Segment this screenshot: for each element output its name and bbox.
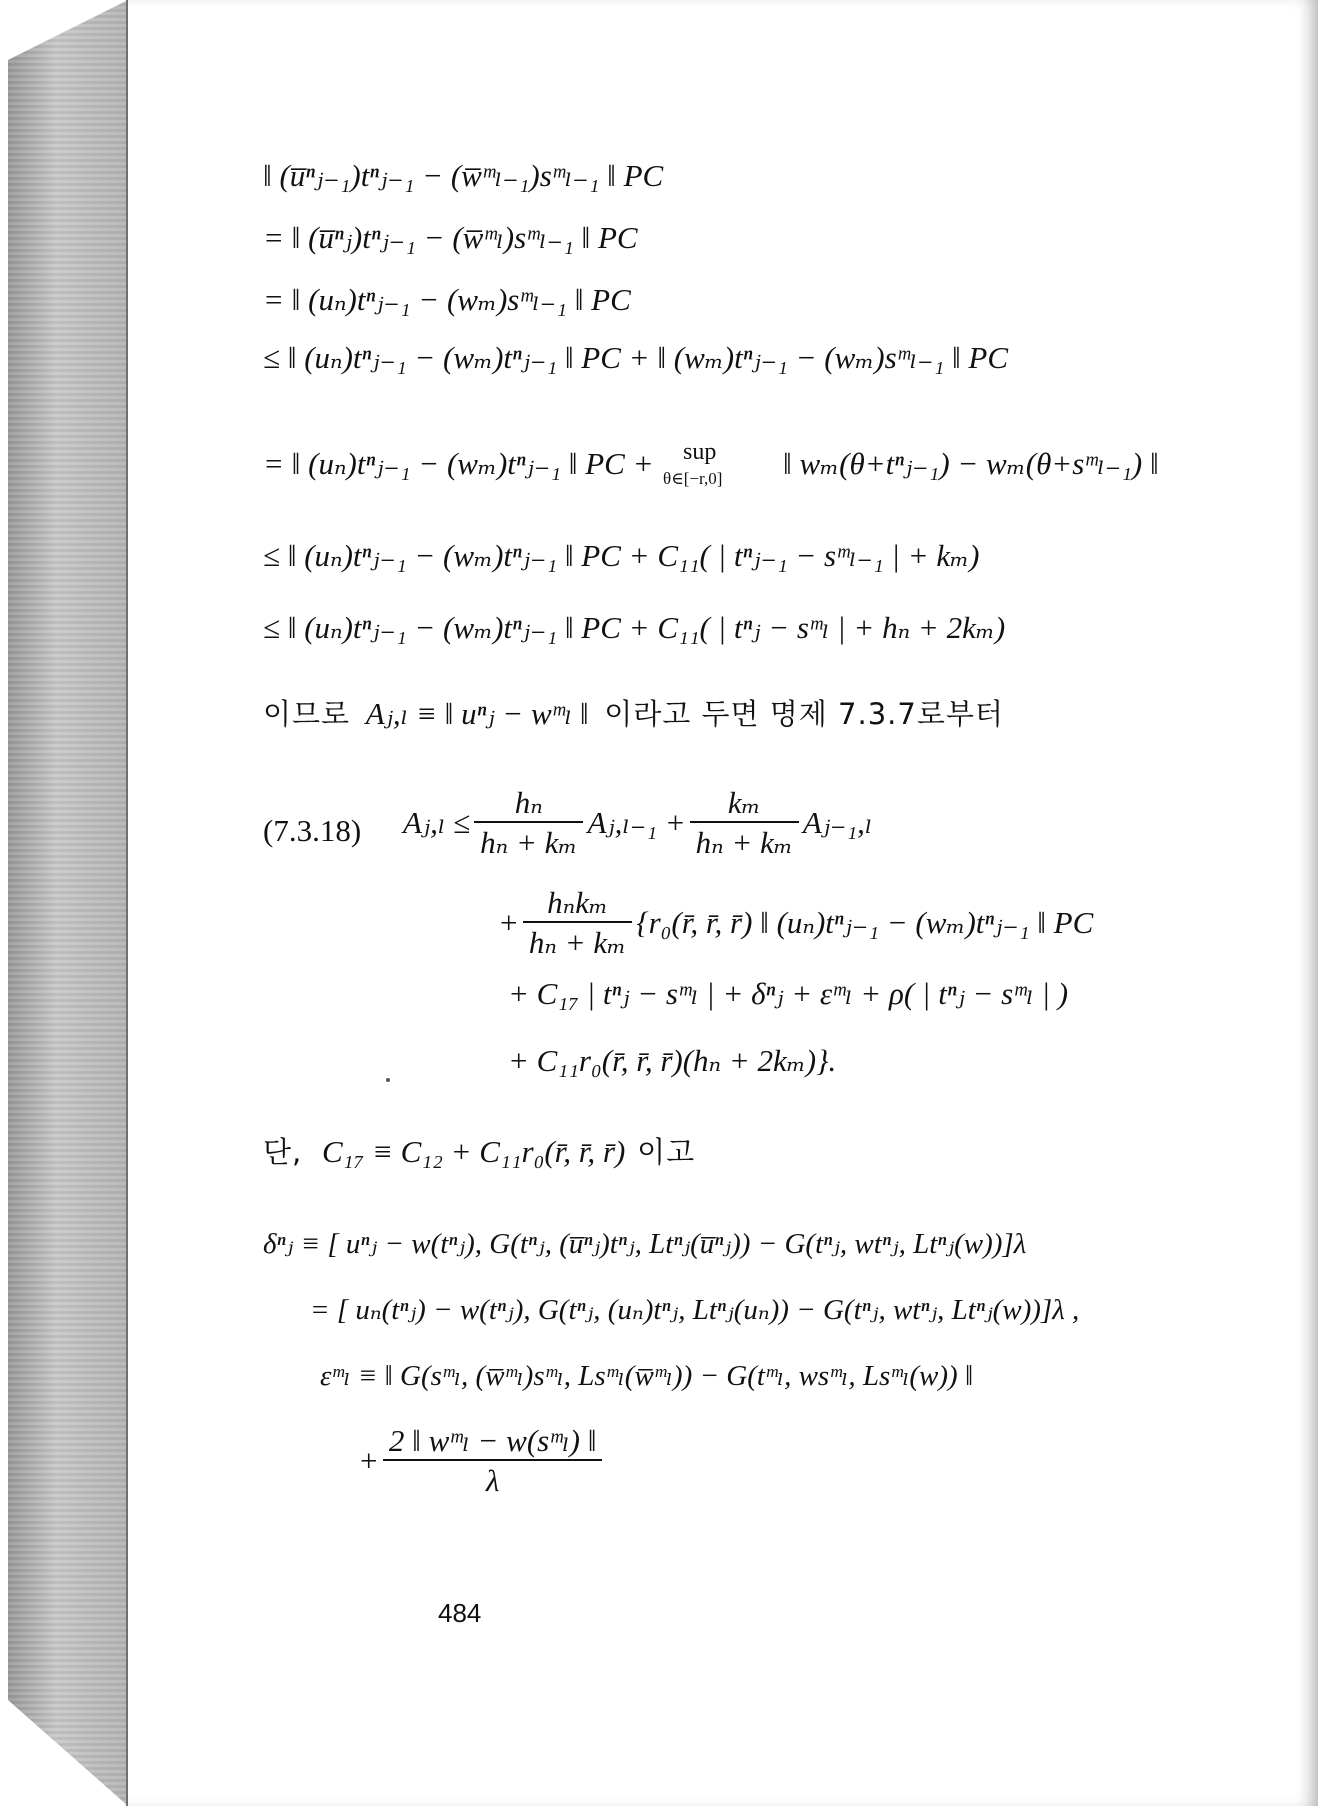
fraction-denominator: λ (485, 1462, 500, 1498)
korean-sentence-2 (263, 1136, 695, 1167)
equation-7-3-18-row-1 (403, 782, 872, 862)
korean-text: 이므로 (263, 697, 351, 731)
korean-text: 이라고 두면 명제 7.3.7로부터 (604, 697, 1004, 731)
fraction-4 (383, 1422, 603, 1498)
fraction-numerator: hₙkₘ (523, 887, 632, 923)
equation-line-1: ‖ (u̅ⁿⱼ₋₁)tⁿⱼ₋₁ − (w̅ᵐₗ₋₁)sᵐₗ₋₁ ‖ PC (263, 158, 664, 193)
print-speck (386, 1078, 390, 1082)
equation-7-3-18-row-4: + C₁₁r₀(r̄, r̄, r̄)(hₙ + 2kₘ)}. (508, 1043, 837, 1078)
epsilon-definition-cont (358, 1420, 606, 1500)
book-page (126, 0, 1318, 1806)
equation-line-2: = ‖ (u̅ⁿⱼ)tⁿⱼ₋₁ − (w̅ᵐₗ)sᵐₗ₋₁ ‖ PC (263, 220, 638, 255)
eq-lhs: Aⱼ,ₗ ≤ (403, 804, 471, 840)
equation-line-5a: = ‖ (uₙ)tⁿⱼ₋₁ − (wₘ)tⁿⱼ₋₁ ‖ PC + (263, 446, 654, 481)
fraction-2 (690, 784, 799, 860)
equation-7-3-18-row-2 (498, 882, 1093, 962)
inline-math: C₁₇ ≡ C₁₂ + C₁₁r₀(r̄, r̄, r̄) (321, 1134, 626, 1169)
korean-text: 이고 (637, 1135, 696, 1169)
eq-term: Aⱼ₋₁,ₗ (802, 804, 873, 840)
fraction-denominator: hₙ + kₘ (528, 924, 627, 960)
equation-line-3: = ‖ (uₙ)tⁿⱼ₋₁ − (wₘ)sᵐₗ₋₁ ‖ PC (263, 282, 631, 317)
eq-term: {r₀(r̄, r̄, r̄) ‖ (uₙ)tⁿⱼ₋₁ − (wₘ)tⁿⱼ₋₁ ‖ PC (636, 904, 1094, 940)
delta-definition-cont: = [ uₙ(tⁿⱼ) − w(tⁿⱼ), G(tⁿⱼ, (uₙ)tⁿⱼ, Ltⁿⱼ(uₙ)) − G(tⁿⱼ, wtⁿⱼ, Ltⁿⱼ(w))]λ , (310, 1294, 1080, 1326)
sup-subscript: θ∈[−r,0] (663, 469, 723, 488)
plus-sign: + (358, 1442, 379, 1478)
fraction-numerator: 2 ‖ wᵐₗ − w(sᵐₗ) ‖ (383, 1425, 603, 1461)
equation-7-3-18-row-3: + C₁₇ | tⁿⱼ − sᵐₗ | + δⁿⱼ + εᵐₗ + ρ( | tⁿⱼ − sᵐₗ | ) (508, 976, 1069, 1011)
fraction-numerator: hₙ (474, 787, 583, 823)
eq-term: Aⱼ,ₗ₋₁ + (587, 804, 686, 840)
korean-sentence-1 (263, 698, 1004, 729)
fraction-1 (474, 784, 583, 860)
page-number: 484 (438, 1598, 482, 1628)
plus-sign: + (498, 904, 519, 940)
equation-line-7: ≤ ‖ (uₙ)tⁿⱼ₋₁ − (wₘ)tⁿⱼ₋₁ ‖ PC + C₁₁( | tⁿⱼ − sᵐₗ | + hₙ + 2kₘ) (263, 610, 1006, 645)
equation-line-6: ≤ ‖ (uₙ)tⁿⱼ₋₁ − (wₘ)tⁿⱼ₋₁ ‖ PC + C₁₁( | tⁿⱼ₋₁ − sᵐₗ₋₁ | + kₘ) (263, 538, 980, 573)
equation-line-4: ≤ ‖ (uₙ)tⁿⱼ₋₁ − (wₘ)tⁿⱼ₋₁ ‖ PC + ‖ (wₘ)tⁿⱼ₋₁ − (wₘ)sᵐₗ₋₁ ‖ PC (263, 340, 1009, 375)
equation-label: (7.3.18) (263, 813, 362, 848)
delta-definition: δⁿⱼ ≡ [ uⁿⱼ − w(tⁿⱼ), G(tⁿⱼ, (u̅ⁿⱼ)tⁿⱼ, Ltⁿⱼ(u̅ⁿⱼ)) − G(tⁿⱼ, wtⁿⱼ, Ltⁿⱼ(w))]λ (263, 1228, 1027, 1260)
equation-line-5b: ‖ wₘ(θ+tⁿⱼ₋₁) − wₘ(θ+sᵐₗ₋₁) ‖ (783, 446, 1159, 481)
sup-operator: sup (683, 439, 717, 465)
epsilon-definition: εᵐₗ ≡ ‖ G(sᵐₗ, (w̅ᵐₗ)sᵐₗ, Lsᵐₗ(w̅ᵐₗ)) − G(tᵐₗ, wsᵐₗ, Lsᵐₗ(w)) ‖ (320, 1360, 974, 1392)
inline-math: Aⱼ,ₗ ≡ ‖ uⁿⱼ − wᵐₗ ‖ (365, 696, 589, 731)
fraction-3 (523, 884, 632, 960)
fraction-numerator: kₘ (690, 787, 799, 823)
fraction-denominator: hₙ + kₘ (480, 824, 578, 860)
korean-text: 단, (263, 1135, 303, 1169)
book-page-edges (8, 0, 128, 1806)
fraction-denominator: hₙ + kₘ (695, 824, 793, 860)
